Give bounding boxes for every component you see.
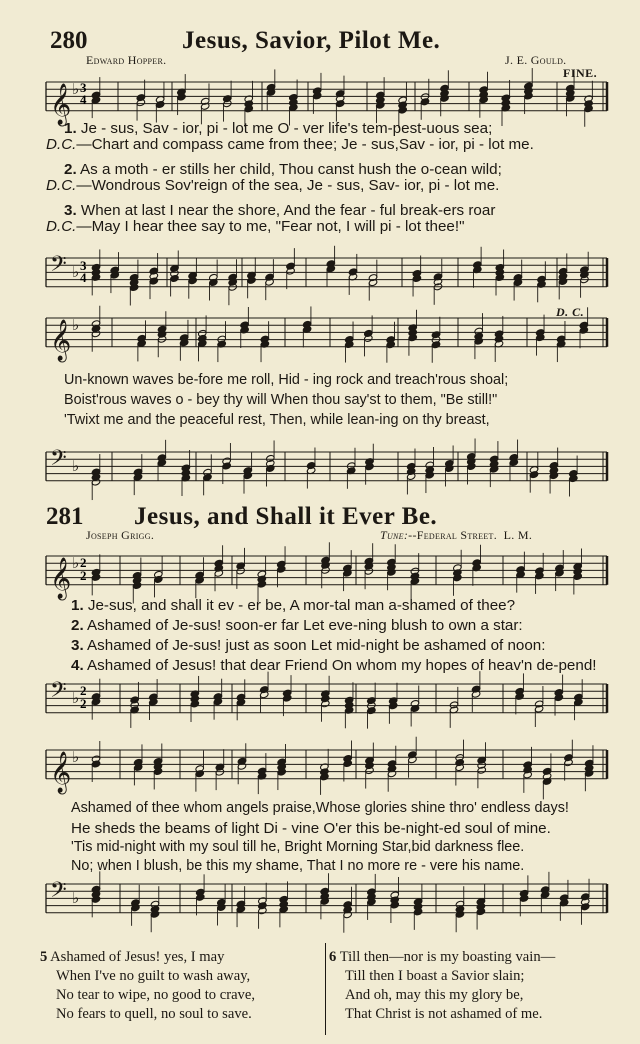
lyric-line: 3. When at last I near the shore, And the fear - ful break-ers roar — [64, 203, 496, 218]
lyric-line: D.C.—Chart and compass came from thee; Je - sus,Sav - ior, pi - lot me. — [46, 137, 534, 152]
treble-clef-icon: 𝄞 — [50, 557, 72, 599]
lyric-line: 3. Ashamed of Je-sus! just as soon Let mid-night be ashamed of noon: — [71, 638, 546, 653]
bass-clef-icon: 𝄢 — [50, 678, 67, 708]
treble-clef-icon: 𝄞 — [50, 751, 72, 793]
stanza-line: No tear to wipe, no good to crave, — [56, 987, 255, 1003]
stanza-line: 5 Ashamed of Jesus! yes, I may — [40, 949, 225, 965]
lyric-line: 'Twixt me and the peaceful rest, Then, while lean-ing on thy breast, — [64, 413, 490, 428]
lyric-line: Boist'rous waves o - bey thy will When thou say'st to them, "Be still!" — [64, 393, 498, 408]
time-signature-top: 2 — [80, 683, 87, 698]
stanza-line: That Christ is not ashamed of me. — [345, 1006, 543, 1022]
time-signature-bottom: 4 — [80, 270, 87, 285]
bass-clef-icon: 𝄢 — [50, 446, 67, 476]
time-signature-bottom: 4 — [80, 92, 87, 107]
lyric-line: He sheds the beams of light Di - vine O'er this be-night-ed soul of mine. — [71, 821, 551, 836]
composer-280: J. E. Gould. — [505, 53, 567, 67]
treble-clef-icon: 𝄞 — [50, 319, 72, 361]
author-280: Edward Hopper. — [86, 53, 167, 67]
time-signature-bottom: 2 — [80, 568, 87, 583]
fine-marker: FINE. — [563, 66, 598, 80]
time-signature-bottom: 2 — [80, 696, 87, 711]
dc-marker: D. C. — [556, 305, 585, 319]
stanza-line: Till then I boast a Savior slain; — [345, 968, 525, 984]
lyric-line: 2. Ashamed of Je-sus! soon-er far Let eve-ning blush to own a star: — [71, 618, 523, 633]
bass-clef-icon: 𝄢 — [50, 878, 67, 908]
lyric-line: D.C.—Wondrous Sov'reign of the sea, Je - sus, Sav- ior, pi - lot me. — [46, 178, 500, 193]
stanza-line: 6 Till then—nor is my boasting vain— — [329, 949, 556, 965]
lyric-line: No; when I blush, be this my shame, That I no more re - vere his name. — [71, 859, 525, 874]
lyric-line: Un-known waves be-fore me roll, Hid - ing rock and treach'rous shoal; — [64, 373, 509, 388]
lyric-line: 2. As a moth - er stills her child, Thou canst hush the o-cean wild; — [64, 162, 502, 177]
lyric-line: 'Tis mid-night with my soul till he, Bright Morning Star,bid darkness flee. — [71, 840, 525, 855]
author-281: Joseph Grigg. — [86, 528, 155, 542]
hymn-title-281: Jesus, and Shall it Ever Be. — [134, 503, 438, 530]
flat-icon: ♭ — [72, 316, 80, 334]
hymn-title-280: Jesus, Savior, Pilot Me. — [182, 27, 441, 54]
hymn-number-281: 281 — [46, 503, 84, 530]
tune-credit-281: Tune:--Federal Street. L. M. — [380, 528, 533, 542]
flat-icon: ♭ — [72, 889, 80, 907]
bass-clef-icon: 𝄢 — [50, 252, 67, 282]
flat-icon: ♭ — [72, 263, 80, 281]
stanza-line: And oh, may this my glory be, — [345, 987, 524, 1003]
treble-clef-icon: 𝄞 — [50, 83, 72, 125]
time-signature-top: 3 — [80, 80, 87, 95]
lyric-line: D.C.—May I hear thee say to me, "Fear not, I will pi - lot thee!" — [46, 219, 465, 234]
flat-icon: ♭ — [72, 689, 80, 707]
flat-icon: ♭ — [72, 748, 80, 766]
time-signature-top: 3 — [80, 258, 87, 273]
stanza-line: No fears to quell, no soul to save. — [56, 1006, 252, 1022]
lyric-line: Ashamed of thee whom angels praise,Whose glories shine thro' endless days! — [71, 801, 569, 816]
stanza-line: When I've no guilt to wash away, — [56, 968, 251, 984]
flat-icon: ♭ — [72, 554, 80, 572]
lyric-line: 1. Je - sus, Sav - ior, pi - lot me O - ver life's tem-pest-uous sea; — [64, 121, 493, 136]
lyric-line: 4. Ashamed of Jesus! that dear Friend On whom my hopes of heav'n de-pend! — [71, 658, 597, 673]
time-signature-top: 2 — [80, 555, 87, 570]
flat-icon: ♭ — [72, 457, 80, 475]
flat-icon: ♭ — [72, 80, 80, 98]
hymn-number-280: 280 — [50, 27, 88, 54]
lyric-line: 1. Je-sus, and shall it ev - er be, A mor-tal man a-shamed of thee? — [71, 598, 516, 613]
